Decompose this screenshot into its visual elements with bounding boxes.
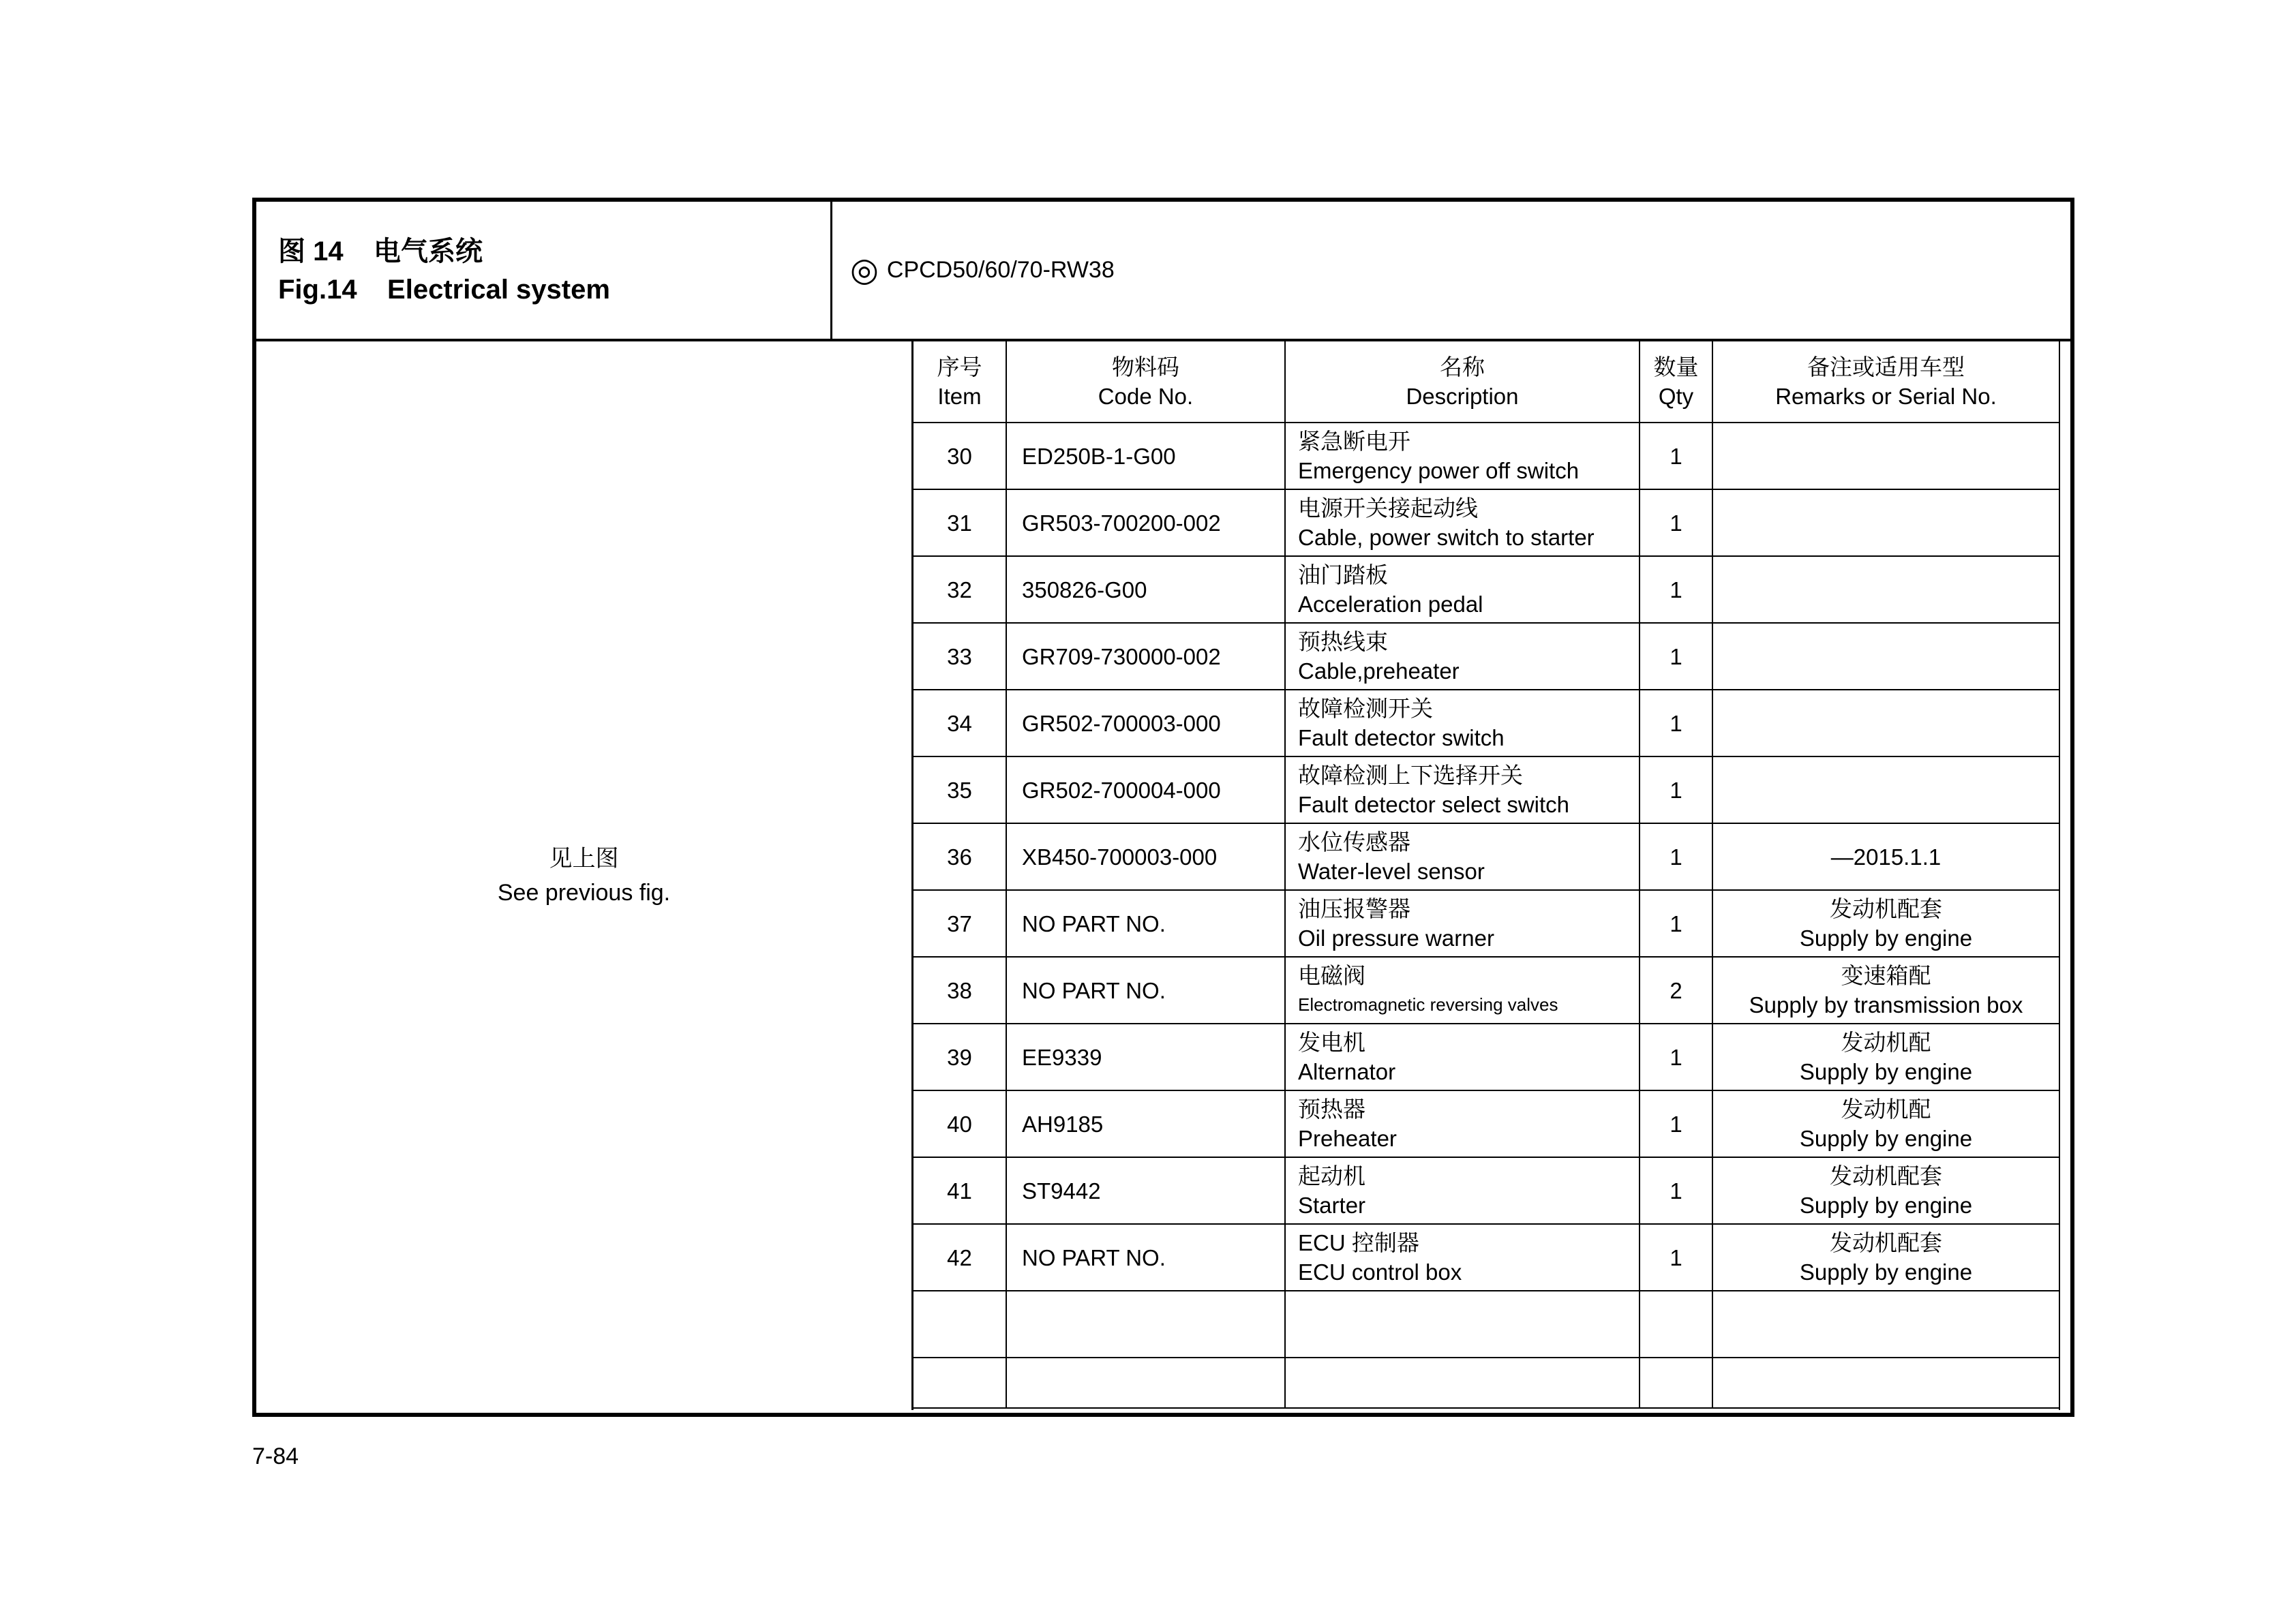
cell-description: 电磁阀 Electromagnetic reversing valves <box>1286 958 1640 1023</box>
cell-qty: 1 <box>1640 757 1713 823</box>
table-row <box>913 824 2059 891</box>
figure-header <box>256 202 2070 341</box>
cell-item: 40 <box>913 1091 1007 1157</box>
figure-title-cell <box>256 202 832 339</box>
cell-item: 37 <box>913 891 1007 956</box>
figure-note-zh: 见上图 <box>549 846 619 872</box>
header-qty-en: Qty <box>1658 384 1694 409</box>
cell-item: 39 <box>913 1024 1007 1090</box>
cell-item: 32 <box>913 557 1007 622</box>
cell-description <box>1286 1358 1640 1407</box>
header-item-zh: 序号 <box>937 354 982 380</box>
header-cell-qty <box>1640 341 1713 422</box>
cell-code: XB450-700003-000 <box>1007 824 1286 889</box>
cell-item: 34 <box>913 690 1007 756</box>
cell-item: 30 <box>913 423 1007 489</box>
cell-item <box>913 1291 1007 1357</box>
table-row <box>913 1091 2059 1158</box>
cell-description: 水位传感器 Water-level sensor <box>1286 824 1640 889</box>
cell-remarks: 发动机配 Supply by engine <box>1799 1030 1973 1084</box>
cell-description: 紧急断电开 Emergency power off switch <box>1286 423 1640 489</box>
model-number: CPCD50/60/70-RW38 <box>886 257 1115 283</box>
cell-qty: 1 <box>1640 690 1713 756</box>
header-code-zh: 物料码 <box>1112 354 1179 380</box>
cell-item: 35 <box>913 757 1007 823</box>
cell-code <box>1007 1291 1286 1357</box>
header-code-en: Code No. <box>1098 384 1194 409</box>
model-cell <box>832 202 2070 339</box>
cell-remarks: 变速箱配 Supply by transmission box <box>1749 963 2023 1017</box>
model-symbol-icon: ◎ <box>850 251 879 288</box>
cell-qty <box>1640 1358 1713 1407</box>
cell-description: 油门踏板 Acceleration pedal <box>1286 557 1640 622</box>
table-row <box>913 1225 2059 1291</box>
cell-code: NO PART NO. <box>1007 891 1286 956</box>
page-number: 7-84 <box>252 1443 299 1469</box>
figure-parts-box <box>252 198 2074 1417</box>
header-remarks-zh: 备注或适用车型 <box>1807 354 1965 380</box>
cell-remarks: 发动机配套 Supply by engine <box>1799 896 1973 951</box>
figure-title-en: Fig.14 Electrical system <box>278 274 610 305</box>
header-desc-zh: 名称 <box>1440 354 1485 380</box>
cell-item: 33 <box>913 624 1007 689</box>
cell-item: 42 <box>913 1225 1007 1290</box>
table-row <box>913 1291 2059 1358</box>
cell-remarks: 发动机配套 Supply by engine <box>1799 1163 1973 1218</box>
cell-item: 31 <box>913 490 1007 555</box>
cell-description: 预热线束 Cable,preheater <box>1286 624 1640 689</box>
cell-qty: 2 <box>1640 958 1713 1023</box>
cell-code: NO PART NO. <box>1007 1225 1286 1290</box>
cell-qty: 1 <box>1640 1024 1713 1090</box>
header-cell-code <box>1007 341 1286 422</box>
cell-code: EE9339 <box>1007 1024 1286 1090</box>
cell-remarks: 发动机配 Supply by engine <box>1799 1097 1973 1151</box>
table-row <box>913 1358 2059 1409</box>
cell-qty: 1 <box>1640 1225 1713 1290</box>
cell-description: 电源开关接起动线 Cable, power switch to starter <box>1286 490 1640 555</box>
cell-item: 36 <box>913 824 1007 889</box>
table-row <box>913 891 2059 958</box>
table-row <box>913 624 2059 690</box>
cell-code: 350826-G00 <box>1007 557 1286 622</box>
cell-code: GR502-700003-000 <box>1007 690 1286 756</box>
table-row <box>913 958 2059 1024</box>
cell-description: 故障检测开关 Fault detector switch <box>1286 690 1640 756</box>
cell-item: 41 <box>913 1158 1007 1223</box>
cell-code: NO PART NO. <box>1007 958 1286 1023</box>
cell-qty: 1 <box>1640 490 1713 555</box>
figure-title-zh: 图 14 电气系统 <box>278 236 483 266</box>
cell-description <box>1286 1291 1640 1357</box>
table-row <box>913 690 2059 757</box>
cell-code: ST9442 <box>1007 1158 1286 1223</box>
table-row <box>913 757 2059 824</box>
figure-note-en: See previous fig. <box>497 880 671 906</box>
cell-code <box>1007 1358 1286 1407</box>
cell-qty: 1 <box>1640 1158 1713 1223</box>
cell-description: ECU 控制器 ECU control box <box>1286 1225 1640 1290</box>
header-cell-item <box>913 341 1007 422</box>
cell-remarks <box>1713 624 2059 689</box>
cell-remarks <box>1713 557 2059 622</box>
cell-qty: 1 <box>1640 824 1713 889</box>
cell-qty: 1 <box>1640 1091 1713 1157</box>
cell-description: 起动机 Starter <box>1286 1158 1640 1223</box>
table-row <box>913 423 2059 490</box>
cell-description: 油压报警器 Oil pressure warner <box>1286 891 1640 956</box>
header-desc-en: Description <box>1406 384 1519 409</box>
table-row <box>913 1024 2059 1091</box>
cell-description: 预热器 Preheater <box>1286 1091 1640 1157</box>
header-cell-remarks <box>1713 341 2059 422</box>
cell-remarks <box>1713 490 2059 555</box>
cell-code: GR709-730000-002 <box>1007 624 1286 689</box>
cell-description: 发电机 Alternator <box>1286 1024 1640 1090</box>
cell-qty: 1 <box>1640 624 1713 689</box>
table-row <box>913 557 2059 624</box>
cell-qty: 1 <box>1640 557 1713 622</box>
cell-code: ED250B-1-G00 <box>1007 423 1286 489</box>
cell-code: AH9185 <box>1007 1091 1286 1157</box>
cell-code: GR502-700004-000 <box>1007 757 1286 823</box>
parts-table-header <box>913 341 2059 423</box>
cell-qty <box>1640 1291 1713 1357</box>
parts-table <box>913 341 2060 1410</box>
cell-remarks <box>1713 690 2059 756</box>
cell-item: 38 <box>913 958 1007 1023</box>
cell-remarks <box>1713 1358 2059 1407</box>
header-cell-description <box>1286 341 1640 422</box>
cell-remarks <box>1713 1291 2059 1357</box>
cell-remarks <box>1713 423 2059 489</box>
cell-code: GR503-700200-002 <box>1007 490 1286 555</box>
cell-item <box>913 1358 1007 1407</box>
header-item-en: Item <box>937 384 982 409</box>
parts-table-body <box>913 423 2059 1409</box>
table-row <box>913 490 2059 557</box>
cell-remarks <box>1713 757 2059 823</box>
cell-qty: 1 <box>1640 423 1713 489</box>
cell-description: 故障检测上下选择开关 Fault detector select switch <box>1286 757 1640 823</box>
figure-reference-cell <box>256 341 913 1410</box>
cell-remarks: 发动机配套 Supply by engine <box>1799 1230 1973 1285</box>
table-row <box>913 1158 2059 1225</box>
cell-qty: 1 <box>1640 891 1713 956</box>
header-remarks-en: Remarks or Serial No. <box>1775 384 1997 409</box>
cell-remarks: —2015.1.1 <box>1830 844 1942 870</box>
figure-body <box>256 341 2070 1410</box>
header-qty-zh: 数量 <box>1653 354 1699 380</box>
